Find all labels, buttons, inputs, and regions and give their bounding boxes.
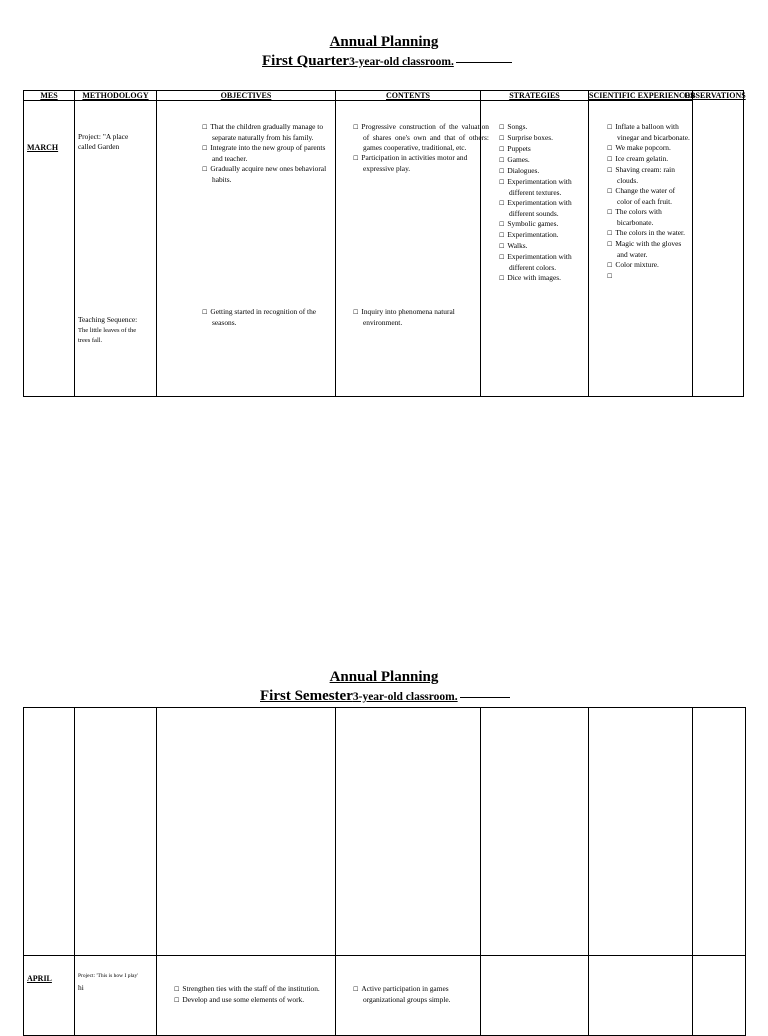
header-contents: CONTENTS [336, 91, 481, 101]
methodology-project-2: Project: 'This is how I play' [78, 973, 139, 979]
list-item: ☐ Active participation in games organizational groups simple. [353, 984, 473, 1005]
methodology-project: Project: "A place called Garden [78, 132, 129, 151]
list-item: ☐ Integrate into the new group of parents and teacher. [202, 143, 332, 164]
section2-objectives-list [174, 984, 324, 1006]
experiences-list [607, 122, 691, 282]
list-item: ☐ Experimentation with different sounds. [499, 198, 587, 219]
section1-body-row [24, 101, 693, 397]
list-item: ☐ Symbolic games. [499, 219, 587, 230]
list-item: ☐ Games. [499, 155, 587, 166]
list-item: ☐ That the children gradually manage to separate naturally from his family. [202, 122, 332, 143]
contents-list [353, 122, 489, 174]
month-april: APRIL [27, 974, 52, 983]
list-item: ☐ Change the water of color of each fruit. [607, 186, 691, 207]
header-scientific-experiences: SCIENTIFIC EXPERIENCES [589, 91, 695, 100]
section1-title: Annual Planning [329, 34, 439, 50]
observations-column [691, 90, 744, 397]
list-item: ☐ Experimentation. [499, 230, 587, 241]
month-march: MARCH [27, 143, 59, 152]
section2-subtitle-main: First Semester [260, 688, 353, 704]
list-item: ☐ Surprise boxes. [499, 133, 587, 144]
methodology-extra: hi [78, 983, 84, 992]
list-item: ☐ The colors with bicarbonate. [607, 207, 691, 228]
list-item: ☐ Develop and use some elements of work. [174, 995, 324, 1006]
list-item: ☐ Shaving cream: rain clouds. [607, 165, 691, 186]
list-item: ☐ Experimentation with different colors. [499, 252, 587, 273]
list-item: ☐ Dialogues. [499, 166, 587, 177]
list-item: ☐ Magic with the gloves and water. [607, 239, 691, 260]
list-item: ☐ We make popcorn. [607, 143, 691, 154]
section2-title: Annual Planning [329, 669, 439, 685]
section1-subtitle [262, 53, 512, 70]
objectives-list-2 [202, 307, 332, 328]
section2-table [23, 707, 746, 1036]
list-item: ☐ Progressive construction of the valuation of shares one's own and that of others: games cooperative, traditional, etc. [353, 122, 489, 153]
list-item: ☐ The colors in the water. [607, 228, 691, 239]
list-item: ☐ Inquiry into phenomena natural environment. [353, 307, 473, 328]
list-item: ☐ Experimentation with different textures. [499, 177, 587, 198]
section2-top-row [24, 708, 746, 956]
list-item: ☐ Getting started in recognition of the seasons. [202, 307, 332, 328]
teaching-sequence-label: Teaching Sequence: [78, 315, 138, 324]
list-item: ☐ Ice cream gelatin. [607, 154, 691, 165]
list-item: ☐ Walks. [499, 241, 587, 252]
list-item: ☐ Participation in activities motor and expressive play. [353, 153, 489, 174]
objectives-list [202, 122, 332, 185]
list-item: ☐ Inflate a balloon with vinegar and bicarbonate. [607, 122, 691, 143]
contents-list-2 [353, 307, 473, 328]
header-methodology: METHODOLOGY [75, 91, 157, 101]
list-item: ☐ Gradually acquire new ones behavioral habits. [202, 164, 332, 185]
list-item: ☐ Dice with images. [499, 273, 587, 284]
list-item: ☐ Puppets [499, 144, 587, 155]
list-item: ☐ Strengthen ties with the staff of the institution. [174, 984, 324, 995]
section2-subtitle [260, 688, 510, 705]
list-item: ☐ Color mixture. [607, 260, 691, 271]
header-objectives: OBJECTIVES [157, 91, 336, 101]
list-item [607, 271, 691, 282]
section1-table [23, 90, 746, 397]
section1-header-row: MES METHODOLOGY OBJECTIVES CONTENTS STRATEGIES SCIENTIFIC EXPERIENCES OBSERVATIONS [24, 91, 693, 101]
section2-contents-list [353, 984, 473, 1005]
section2-subtitle-class: 3-year-old classroom. [352, 691, 458, 703]
section1-subtitle-class: 3-year-old classroom. [349, 56, 454, 68]
strategies-list [499, 122, 587, 284]
header-strategies: STRATEGIES [481, 91, 589, 101]
section1-subtitle-main: First Quarter [262, 53, 350, 69]
header-mes: MES [24, 91, 75, 101]
list-item: ☐ Songs. [499, 122, 587, 133]
teaching-sequence-text: The little leaves of the trees fall. [78, 327, 137, 344]
